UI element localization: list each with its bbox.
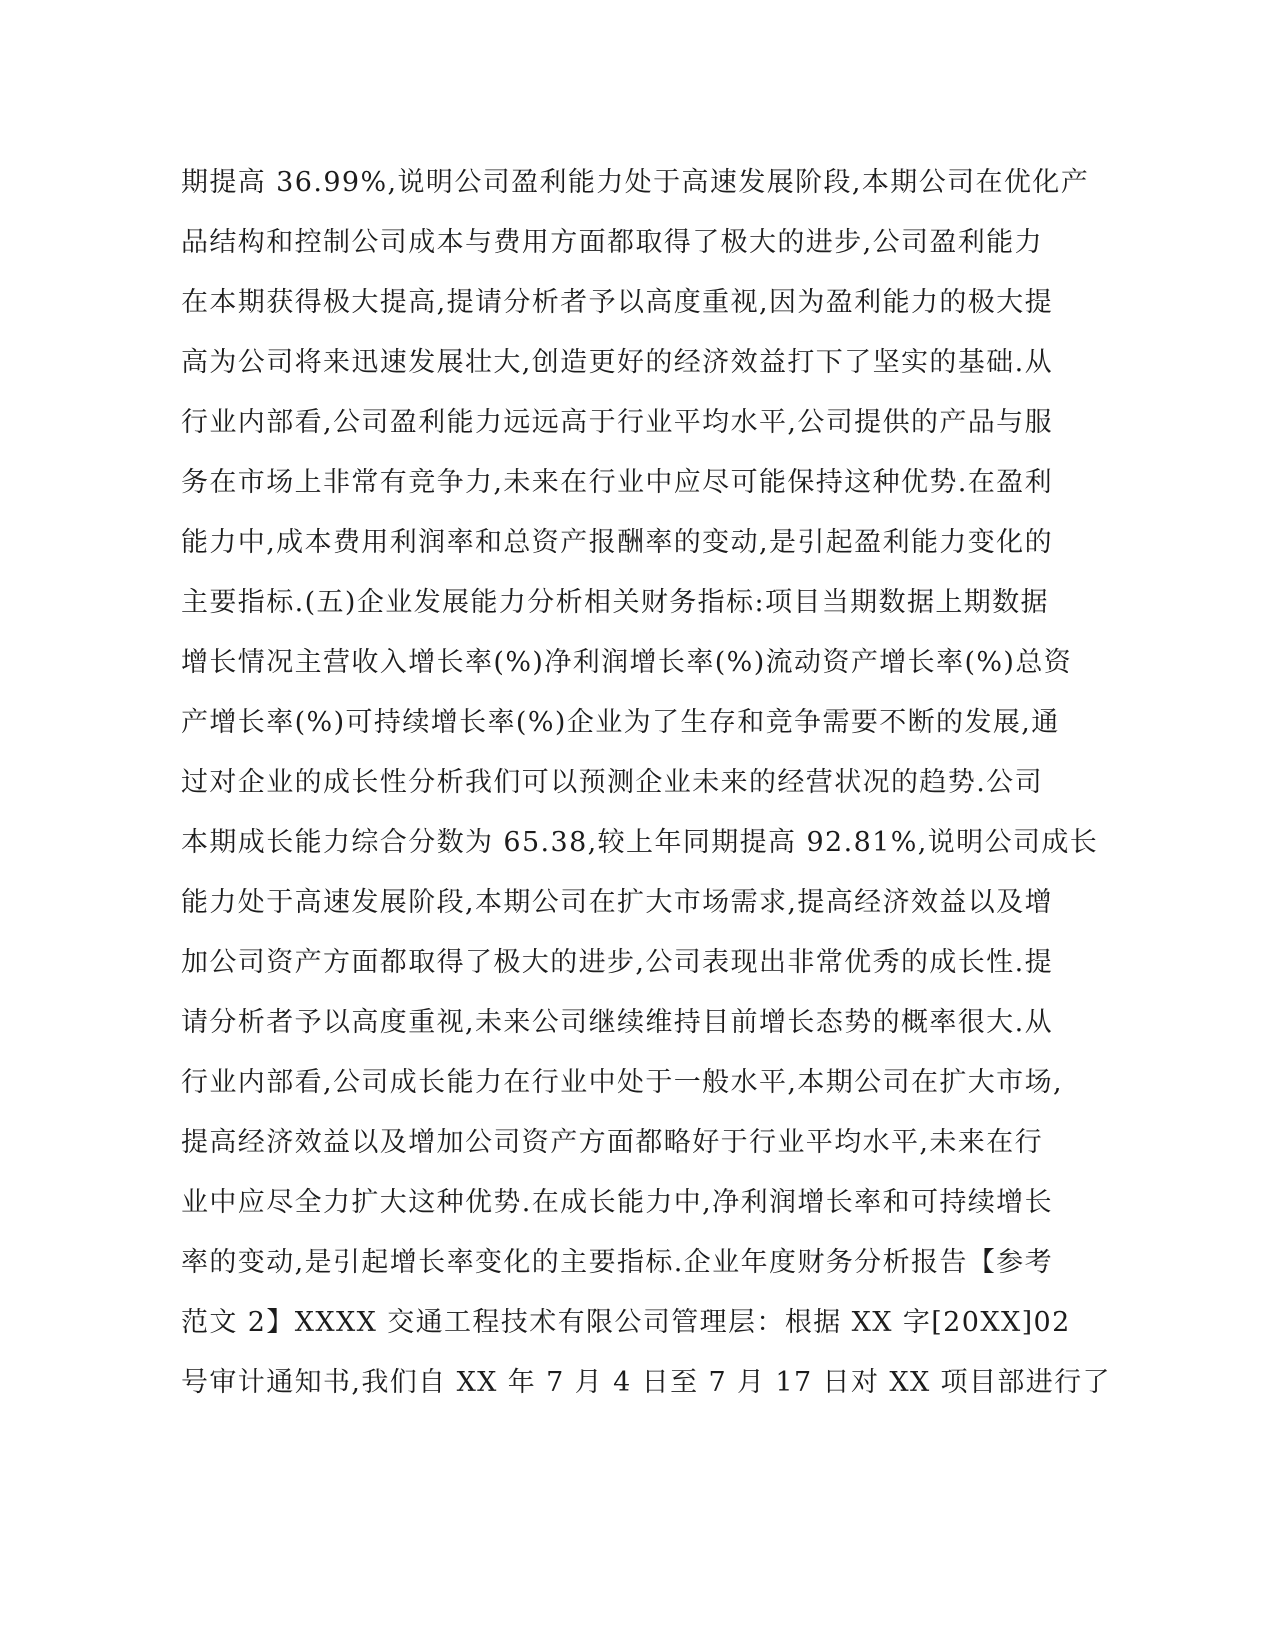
text-line: 产增长率(%)可持续增长率(%)企业为了生存和竞争需要不断的发展,通	[181, 707, 1060, 738]
text-line: 加公司资产方面都取得了极大的进步,公司表现出非常优秀的成长性.提	[181, 947, 1053, 978]
text-line: 在本期获得极大提高,提请分析者予以高度重视,因为盈利能力的极大提	[181, 287, 1053, 318]
text-line: 范文 2】XXXX 交通工程技术有限公司管理层：根据 XX 字[20XX]02	[181, 1307, 1071, 1338]
text-line: 品结构和控制公司成本与费用方面都取得了极大的进步,公司盈利能力	[181, 227, 1043, 258]
text-line: 过对企业的成长性分析我们可以预测企业未来的经营状况的趋势.公司	[181, 767, 1043, 798]
text-line: 行业内部看,公司成长能力在行业中处于一般水平,本期公司在扩大市场,	[181, 1067, 1063, 1098]
text-line: 务在市场上非常有竞争力,未来在行业中应尽可能保持这种优势.在盈利	[181, 467, 1053, 498]
text-line: 高为公司将来迅速发展壮大,创造更好的经济效益打下了坚实的基础.从	[181, 347, 1053, 378]
text-line: 率的变动,是引起增长率变化的主要指标.企业年度财务分析报告【参考	[181, 1247, 1053, 1278]
text-line: 号审计通知书,我们自 XX 年 7 月 4 日至 7 月 17 日对 XX 项目部进行了	[181, 1367, 1111, 1398]
text-line: 请分析者予以高度重视,未来公司继续维持目前增长态势的概率很大.从	[181, 1007, 1053, 1038]
text-line: 行业内部看,公司盈利能力远远高于行业平均水平,公司提供的产品与服	[181, 407, 1053, 438]
text-line: 主要指标.(五)企业发展能力分析相关财务指标:项目当期数据上期数据	[181, 587, 1049, 618]
body-text	[181, 158, 1111, 1418]
text-line: 能力中,成本费用利润率和总资产报酬率的变动,是引起盈利能力变化的	[181, 527, 1053, 558]
text-line: 本期成长能力综合分数为 65.38,较上年同期提高 92.81%,说明公司成长	[181, 827, 1099, 858]
text-line: 期提高 36.99%,说明公司盈利能力处于高速发展阶段,本期公司在优化产	[181, 167, 1090, 198]
text-line: 能力处于高速发展阶段,本期公司在扩大市场需求,提高经济效益以及增	[181, 887, 1053, 918]
text-line: 提高经济效益以及增加公司资产方面都略好于行业平均水平,未来在行	[181, 1127, 1043, 1158]
text-line: 业中应尽全力扩大这种优势.在成长能力中,净利润增长率和可持续增长	[181, 1187, 1053, 1218]
text-line: 增长情况主营收入增长率(%)净利润增长率(%)流动资产增长率(%)总资	[181, 647, 1073, 678]
